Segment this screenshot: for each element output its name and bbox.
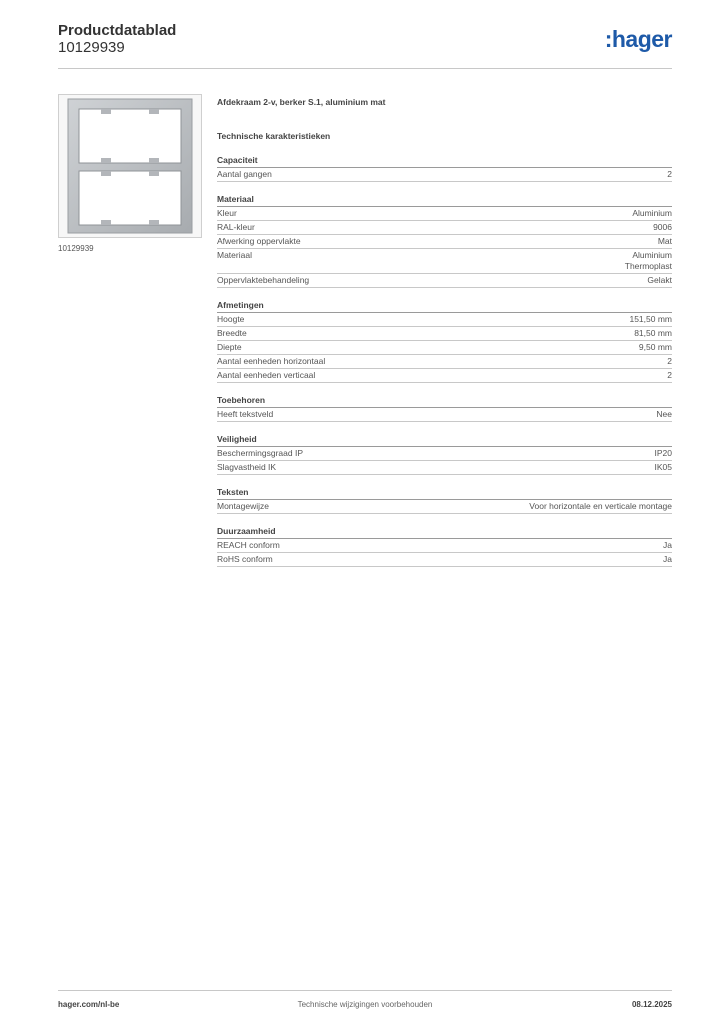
spec-value-line: 81,50 mm — [634, 328, 672, 338]
spec-label: Beschermingsgraad IP — [217, 448, 303, 458]
spec-row — [217, 168, 672, 182]
spec-value — [655, 448, 673, 459]
spec-label: RAL-kleur — [217, 222, 255, 232]
spec-value-line: Nee — [656, 409, 672, 419]
spec-value-line: 2 — [667, 169, 672, 179]
spec-value-line: Gelakt — [647, 275, 672, 285]
footer-website: hager.com/nl-be — [58, 1000, 120, 1009]
section-title: Capaciteit — [217, 154, 672, 168]
spec-row — [217, 341, 672, 355]
spec-label: Diepte — [217, 342, 242, 352]
frame-clip — [149, 109, 159, 114]
spec-value — [667, 370, 672, 381]
spec-value — [529, 501, 672, 512]
hager-logo: :hager — [604, 26, 672, 52]
spec-value-line: 9,50 mm — [638, 342, 672, 352]
spec-value — [632, 208, 672, 219]
spec-value — [663, 554, 672, 565]
spec-value — [667, 169, 672, 180]
spec-row — [217, 500, 672, 514]
section-title: Toebehoren — [217, 394, 672, 408]
spec-value-line: Voor horizontale en verticale montage — [529, 501, 672, 511]
spec-label: Montagewijze — [217, 501, 269, 511]
spec-section — [217, 193, 672, 288]
spec-value-line: Thermoplast — [624, 261, 672, 271]
spec-row — [217, 461, 672, 475]
image-caption: 10129939 — [58, 244, 94, 253]
spec-value-line: Ja — [663, 554, 672, 564]
spec-row — [217, 355, 672, 369]
spec-row — [217, 539, 672, 553]
section-title: Duurzaamheid — [217, 525, 672, 539]
spec-label: Aantal eenheden horizontaal — [217, 356, 326, 366]
spec-label: Afwerking oppervlakte — [217, 236, 301, 246]
product-name: Afdekraam 2-v, berker S.1, aluminium mat — [217, 97, 386, 107]
spec-label: Aantal eenheden verticaal — [217, 370, 316, 380]
spec-section — [217, 394, 672, 422]
spec-row — [217, 249, 672, 274]
frame-opening-bottom — [79, 171, 181, 225]
spec-row — [217, 447, 672, 461]
spec-value — [655, 462, 673, 473]
spec-label: Breedte — [217, 328, 247, 338]
spec-value — [653, 222, 672, 233]
spec-row — [217, 313, 672, 327]
spec-sections — [217, 154, 672, 567]
technical-heading: Technische karakteristieken — [217, 131, 331, 141]
footer-disclaimer: Technische wijzigingen voorbehouden — [297, 1000, 433, 1009]
section-title: Afmetingen — [217, 299, 672, 313]
spec-label: Hoogte — [217, 314, 245, 324]
spec-value — [658, 236, 672, 247]
spec-label: Slagvastheid IK — [217, 462, 277, 472]
spec-value — [656, 409, 672, 420]
spec-value-line: Aluminium — [632, 250, 672, 260]
spec-value — [629, 314, 672, 325]
spec-section — [217, 299, 672, 383]
spec-row — [217, 274, 672, 288]
frame-clip — [101, 158, 111, 163]
frame-clip — [101, 171, 111, 176]
spec-section — [217, 525, 672, 567]
spec-label: Materiaal — [217, 250, 252, 260]
spec-value — [647, 275, 672, 286]
spec-value-line: IK05 — [654, 462, 672, 472]
spec-label: Heeft tekstveld — [217, 409, 274, 419]
frame-clip — [149, 158, 159, 163]
spec-value-line: IP20 — [654, 448, 672, 458]
frame-clip — [101, 109, 111, 114]
spec-section — [217, 154, 672, 182]
spec-value-line: 2 — [667, 356, 672, 366]
spec-value-line: 151,50 mm — [629, 314, 672, 324]
spec-row — [217, 327, 672, 341]
page-footer — [58, 990, 672, 1017]
spec-row — [217, 369, 672, 383]
section-title: Veiligheid — [217, 433, 672, 447]
spec-row — [217, 553, 672, 567]
spec-label: Aantal gangen — [217, 169, 272, 179]
section-title: Teksten — [217, 486, 672, 500]
frame-clip — [101, 220, 111, 225]
spec-value-line: Mat — [657, 236, 672, 246]
spec-value — [667, 356, 672, 367]
spec-label: Kleur — [217, 208, 237, 218]
spec-value — [663, 540, 672, 551]
product-details — [217, 95, 672, 567]
cover-frame-illustration — [59, 95, 201, 237]
spec-value-line: Aluminium — [632, 208, 672, 218]
document-title: Productdatablad — [58, 22, 177, 39]
footer-date: 08.12.2025 — [631, 1000, 672, 1009]
spec-value — [634, 328, 672, 339]
spec-value-line: Ja — [663, 540, 672, 550]
spec-label: REACH conform — [217, 540, 280, 550]
section-title: Materiaal — [217, 193, 672, 207]
spec-row — [217, 408, 672, 422]
spec-label: Oppervlaktebehandeling — [217, 275, 310, 285]
spec-section — [217, 486, 672, 514]
spec-value — [639, 342, 672, 353]
product-number: 10129939 — [58, 39, 125, 56]
spec-row — [217, 207, 672, 221]
spec-row — [217, 221, 672, 235]
page-header — [58, 20, 672, 69]
spec-row — [217, 235, 672, 249]
spec-value-line: 2 — [667, 370, 672, 380]
frame-opening-top — [79, 109, 181, 163]
frame-clip — [149, 171, 159, 176]
frame-clip — [149, 220, 159, 225]
spec-label: RoHS conform — [217, 554, 273, 564]
product-image — [58, 94, 202, 238]
spec-section — [217, 433, 672, 475]
spec-value-line: 9006 — [653, 222, 672, 232]
spec-value — [625, 250, 672, 272]
